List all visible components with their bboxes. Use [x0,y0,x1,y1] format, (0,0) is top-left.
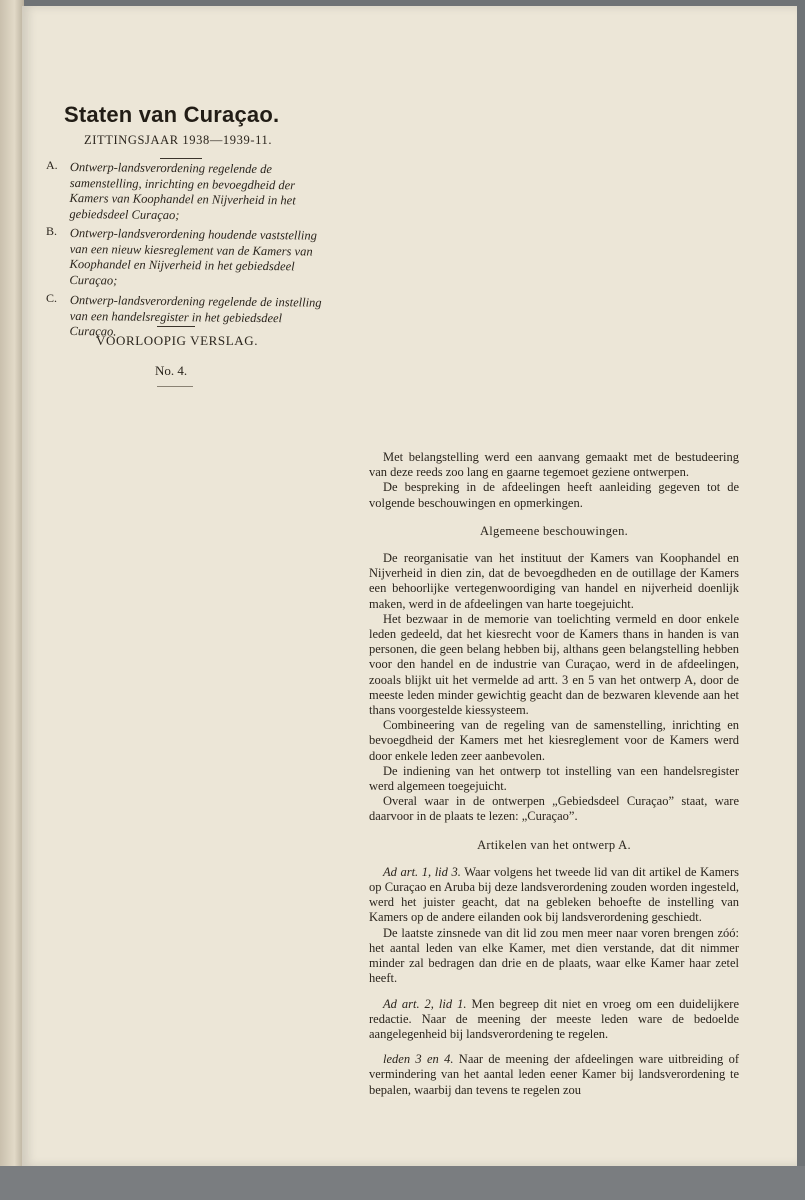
article-paragraph [369,865,739,926]
separator-rule [160,158,202,159]
article-label: Ad art. 1, lid 3. [383,864,461,879]
scan-background [0,1166,805,1200]
section-heading: Artikelen van het ontwerp A. [477,837,631,852]
section-heading: Algemeene beschouwingen. [479,523,629,538]
document-title: Staten van Curaçao. [64,102,280,127]
article-paragraph [369,1052,739,1098]
item-marker: A. [46,158,58,172]
report-number: No. 4. [155,363,188,378]
article-text: Waar volgens het tweede lid van dit artikel de Kamers op Curaçao en Aruba bij deze landsverordening zouden worden ingesteld, werd het juister geacht, dat na gebleken behoefte de instelling van Kamers op de andere eilanden ook bij landsverordening geschiedt. [369,864,740,925]
article-label: leden 3 en 4. [383,1052,454,1067]
paragraph: De indiening van het ontwerp tot instelling van een handelsregister werd algemeen toegejuicht. [369,763,739,794]
separator-rule [157,326,195,327]
draft-ordinance-list [46,160,326,344]
paragraph: De laatste zinsnede van dit lid zou men meer naar voren brengen zóó: het aantal leden van elke Kamer, met dien verstande, dat dit nimmer minder zal bedragen dan drie en de plaats, waar elke Kamer haar zetel heeft. [369,925,739,986]
book-binding [0,0,24,1200]
paragraph: De reorganisatie van het instituut der Kamers van Koophandel en Nijverheid in dien zin, dat de bevoegdheden en de outillage der Kamers een behoorlijke vertegenwoordiging van handel en nijverheid doenlijk maken, werd in de afdeelingen van harte toegejuicht. [369,551,739,611]
item-text: Ontwerp-landsverordening regelende de samenstelling, inrichting en bevoegdheid der Kamers van Koophandel en Nijverheid in het gebiedsdeel Curaçao; [69,160,296,222]
paragraph: Het bezwaar in de memorie van toelichting vermeld en door enkele leden gedeeld, dat het kiesrecht voor de Kamers thans in handen is van personen, die geen belang hebben bij, althans geen belangstelling hebben voor den handel en de industrie van Curaçao, werd in de afdeelingen, zooals blijkt uit het vermelde ad artt. 3 en 5 van het ontwerp A, door de meeste leden minder gewichtig geacht dan de bezwaren klevende aan het thans voorgestelde kiessysteem. [369,611,739,718]
session-year: ZITTINGSJAAR 1938—1939-11. [84,133,273,147]
paragraph: Met belangstelling werd een aanvang gemaakt met de bestudeering van deze reeds zoo lang en gaarne tegemoet geziene ontwerpen. [369,450,739,480]
paragraph: Combineering van de regeling van de samenstelling, inrichting en bevoegdheid der Kamers met het kiesreglement voor de Kamers werd door enkele leden zeer aanbevolen. [369,718,739,763]
draft-ordinance-a [46,160,326,222]
article-paragraph [369,997,739,1043]
separator-rule [157,386,193,387]
item-marker: C. [46,290,58,305]
report-title: VOORLOOPIG VERSLAG. [96,333,259,348]
paragraph: De bespreking in de afdeelingen heeft aanleiding gegeven tot de volgende beschouwingen en opmerkingen. [369,480,739,510]
article-text: Naar de meening der afdeelingen ware uitbreiding of vermindering van het aantal leden eener Kamer bij landsverordening te bepalen, waarbij dan tevens te regelen zou [369,1052,739,1097]
paragraph: Overal waar in de ontwerpen „Gebiedsdeel Curaçao” staat, ware daarvoor in de plaats te lezen: „Curaçao”. [369,794,739,824]
article-text: Men begreep dit niet en vroeg om een duidelijkere redactie. Naar de meening der meeste leden ware de bedoelde aangelegenheid bij landsverordening te regelen. [369,996,740,1041]
report-body [369,450,739,1098]
article-label: Ad art. 2, lid 1. [383,996,467,1011]
item-marker: B. [46,224,58,239]
item-text: Ontwerp-landsverordening regelende de instelling van een handelsregister in het gebiedsdeel Curaçao. [69,292,322,339]
draft-ordinance-b [46,226,326,288]
item-text: Ontwerp-landsverordening houdende vaststelling van een nieuw kiesreglement van de Kamers van Koophandel en Nijverheid in het gebiedsdeel Curaçao; [69,226,317,288]
